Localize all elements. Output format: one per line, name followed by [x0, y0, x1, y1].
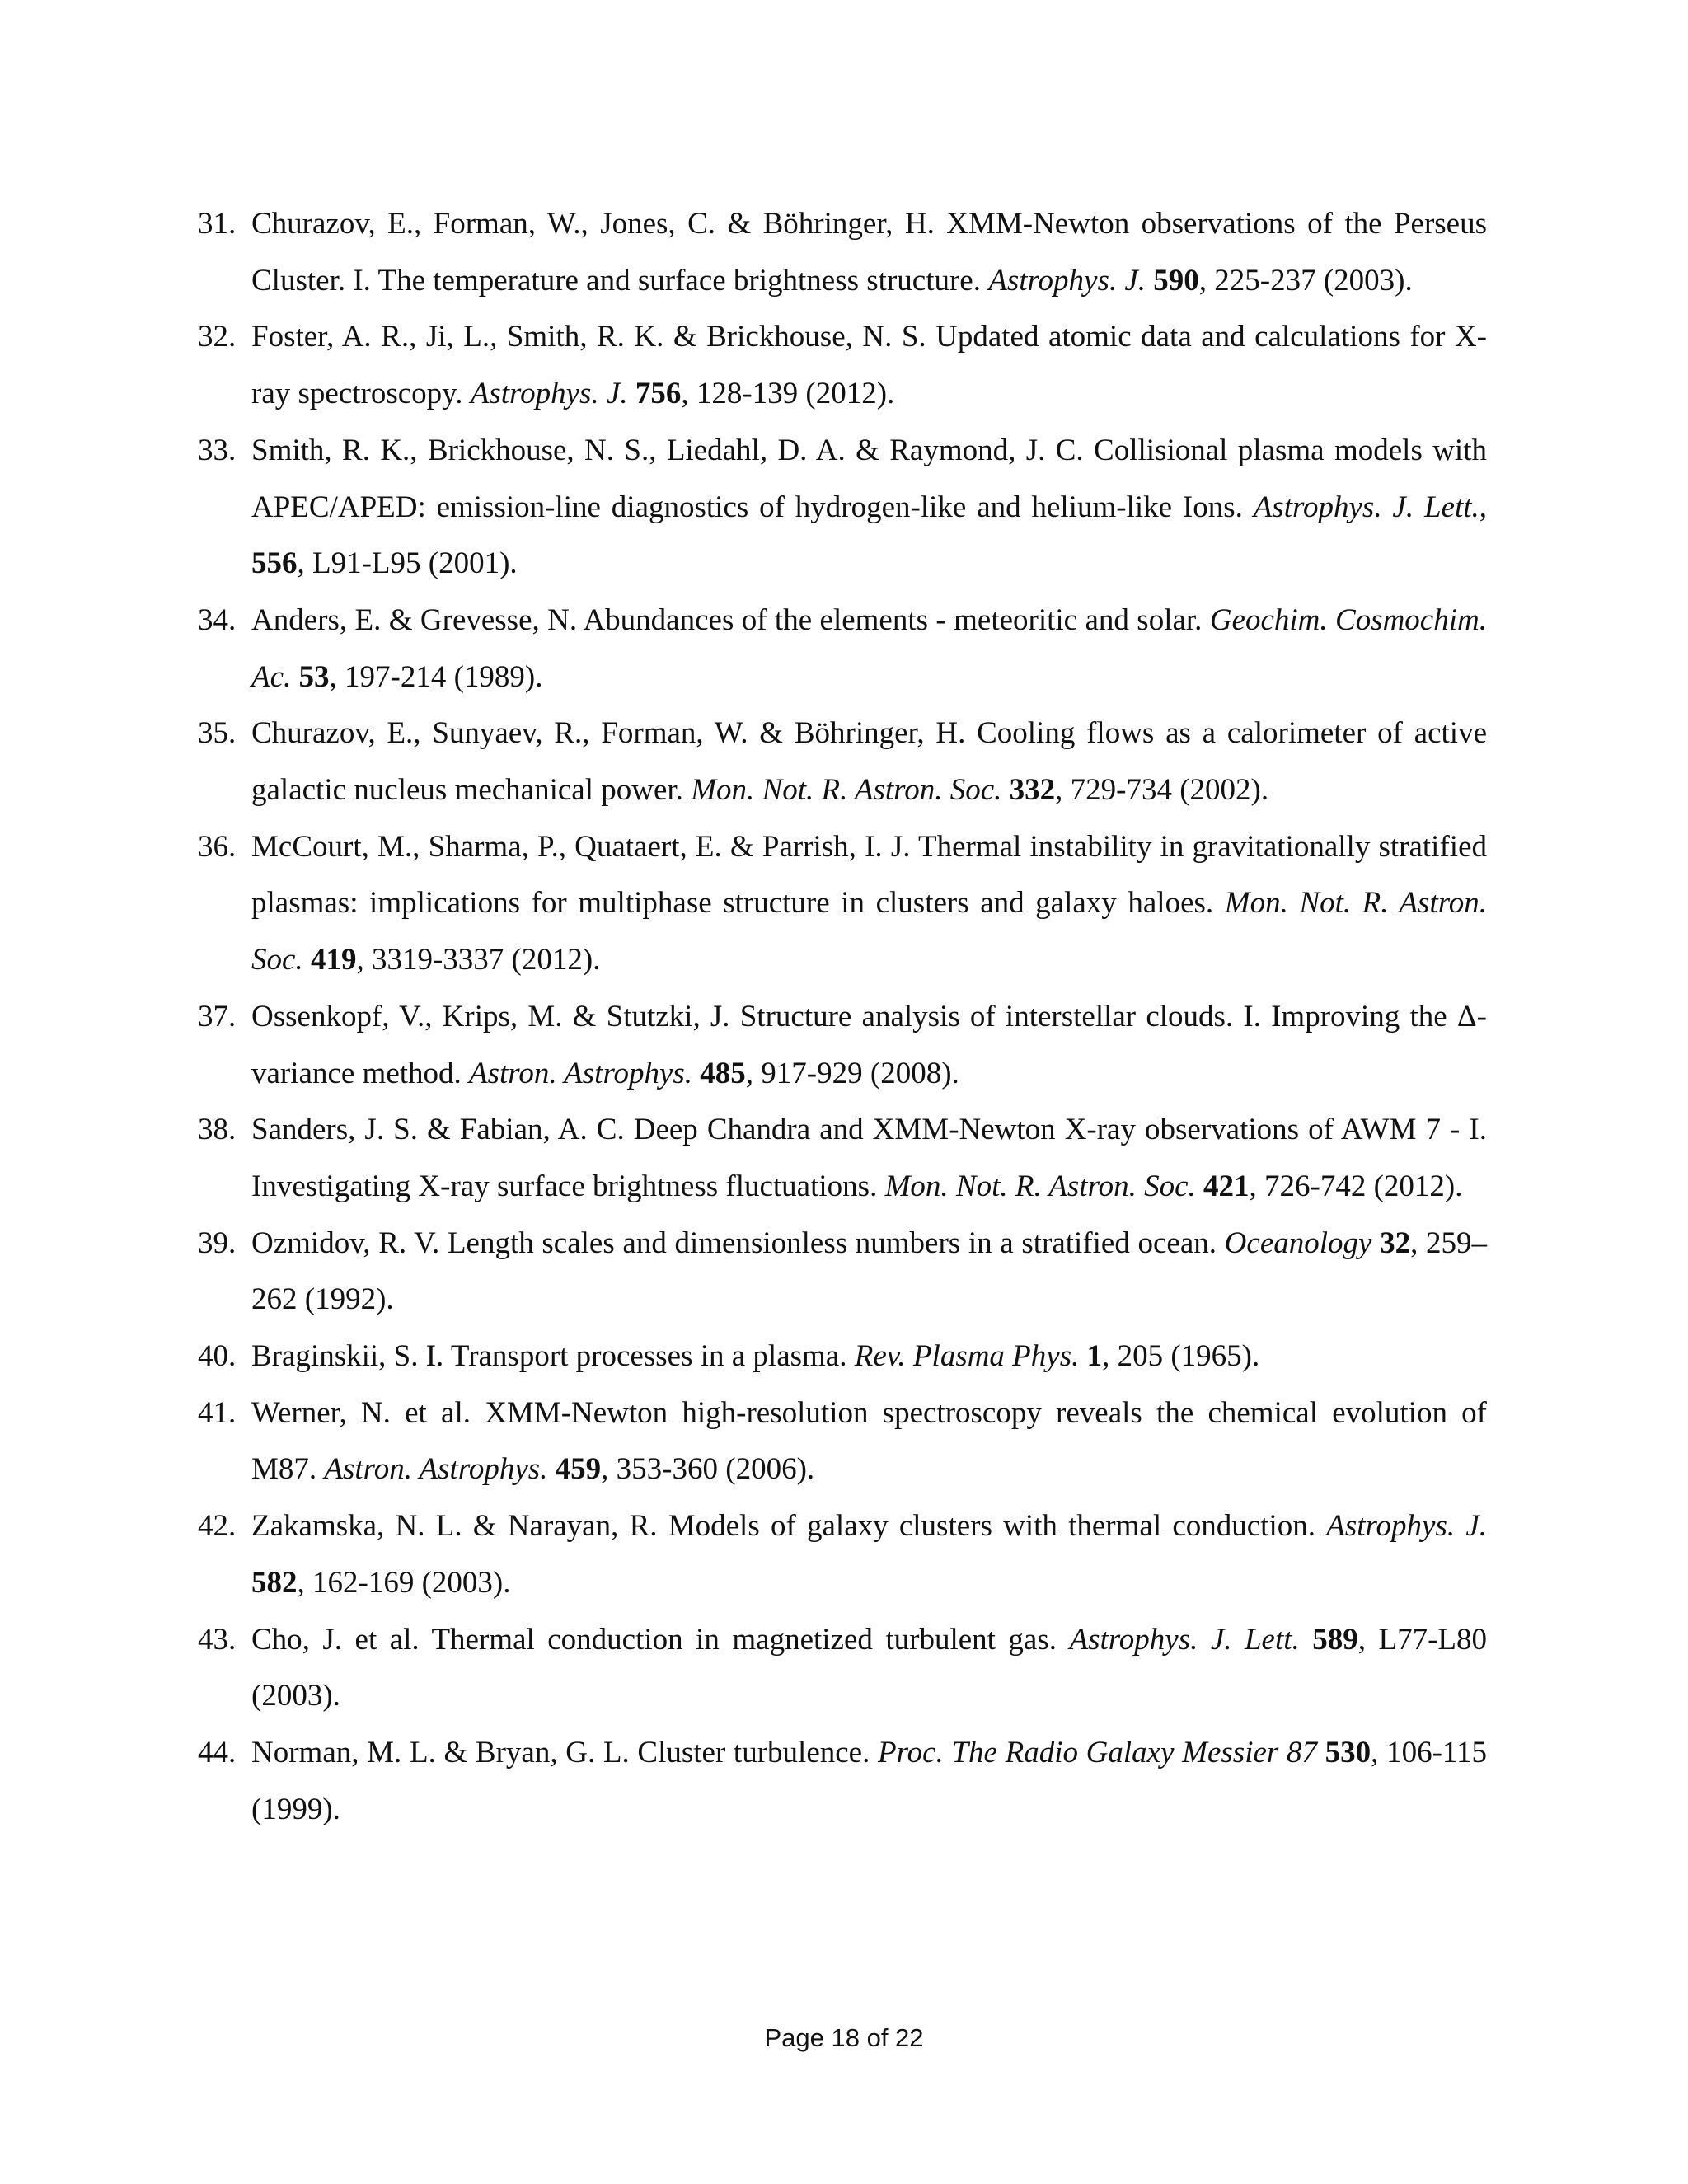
reference-authors-title: Werner, N. et al. XMM-Newton high-resolution spectroscopy reveals the chemical evolution of M87.	[251, 1395, 1487, 1487]
reference-authors-title: Ozmidov, R. V. Length scales and dimensionless numbers in a stratified ocean.	[251, 1226, 1225, 1260]
reference-volume: 421	[1203, 1169, 1250, 1203]
reference-pages-year: , L77-L80 (2003).	[251, 1622, 1488, 1713]
reference-pages-year: , 106-115 (1999).	[251, 1735, 1488, 1826]
reference-volume: 332	[1009, 773, 1056, 808]
reference-pages-year: , 225-237 (2003).	[1198, 263, 1413, 298]
reference-item	[198, 705, 1487, 818]
reference-authors-title: Foster, A. R., Ji, L., Smith, R. K. & Brickhouse, N. S. Updated atomic data and calculations for X-ray spectroscopy.	[251, 320, 1487, 411]
reference-item	[198, 1612, 1487, 1725]
reference-separator	[628, 377, 635, 410]
reference-item	[198, 1498, 1487, 1611]
reference-authors-title: Braginskii, S. I. Transport processes in a plasma.	[251, 1339, 855, 1374]
reference-item	[198, 423, 1487, 593]
reference-volume: 589	[1312, 1622, 1358, 1657]
reference-number: 31.	[198, 207, 237, 241]
reference-pages-year: , 3319-3337 (2012).	[356, 943, 601, 977]
reference-volume: 485	[700, 1056, 746, 1090]
reference-journal: Rev. Plasma Phys.	[854, 1339, 1080, 1374]
reference-pages-year: , 353-360 (2006).	[601, 1452, 815, 1487]
reference-volume: 459	[555, 1452, 602, 1487]
reference-volume: 419	[310, 943, 357, 977]
reference-separator	[303, 943, 311, 977]
reference-authors-title: Smith, R. K., Brickhouse, N. S., Liedahl, D. A. & Raymond, J. C. Collisional plasma models with APEC/APED: emission-line diagnostics of hydrogen-like and helium-like Ions.	[251, 433, 1487, 524]
reference-item	[198, 1329, 1487, 1385]
reference-item	[198, 1385, 1487, 1498]
reference-separator	[1079, 1339, 1086, 1373]
reference-volume: 582	[251, 1565, 298, 1600]
reference-separator	[291, 660, 298, 694]
reference-volume: 590	[1153, 263, 1199, 298]
reference-pages-year: , 197-214 (1989).	[329, 659, 543, 694]
reference-journal: Mon. Not. R. Astron. Soc.	[691, 773, 1002, 808]
reference-number: 41.	[198, 1395, 237, 1430]
reference-pages-year: , 917-929 (2008).	[745, 1056, 959, 1090]
reference-authors-title: McCourt, M., Sharma, P., Quataert, E. & Parrish, I. J. Thermal instability in gravitationally stratified plasmas: implications for multiphase structure in clusters and galaxy haloes.	[251, 829, 1487, 921]
reference-volume: 53	[298, 659, 330, 694]
reference-authors-title: Sanders, J. S. & Fabian, A. C. Deep Chandra and XMM-Newton X-ray observations of AWM 7 - I. Investigating X-ray surface brightness fluctuations.	[251, 1113, 1487, 1203]
reference-number: 39.	[198, 1226, 237, 1260]
page-number-footer: Page 18 of 22	[764, 2023, 924, 2052]
reference-pages-year: , 726-742 (2012).	[1249, 1169, 1463, 1203]
reference-separator	[1001, 773, 1009, 807]
reference-number: 33.	[198, 433, 237, 467]
reference-number: 43.	[198, 1622, 237, 1657]
reference-number: 38.	[198, 1113, 237, 1147]
reference-pages-year: , 729-734 (2002).	[1055, 773, 1269, 808]
reference-journal: Mon. Not. R. Astron. Soc.	[251, 886, 1487, 977]
reference-number: 37.	[198, 999, 237, 1033]
reference-number: 36.	[198, 829, 237, 864]
reference-number: 44.	[198, 1735, 237, 1769]
reference-separator: ,	[1479, 490, 1488, 524]
reference-journal: Astron. Astrophys.	[324, 1452, 548, 1487]
reference-authors-title: Norman, M. L. & Bryan, G. L. Cluster turbulence.	[251, 1735, 878, 1769]
reference-journal: Geochim. Cosmochim. Ac.	[251, 602, 1487, 694]
reference-item	[198, 309, 1487, 422]
reference-number: 32.	[198, 320, 237, 354]
reference-authors-title: Ossenkopf, V., Krips, M. & Stutzki, J. Structure analysis of interstellar clouds. I. Improving the Δ-variance method.	[251, 999, 1487, 1090]
reference-volume: 530	[1325, 1735, 1372, 1769]
reference-number: 34.	[198, 602, 237, 637]
reference-item	[198, 593, 1487, 705]
reference-number: 35.	[198, 716, 237, 751]
reference-authors-title: Churazov, E., Forman, W., Jones, C. & Böhringer, H. XMM-Newton observations of the Perseus Cluster. I. The temperature and surface brightness structure.	[251, 207, 1487, 298]
reference-journal: Astrophys. J. Lett.	[1069, 1622, 1300, 1657]
reference-journal: Mon. Not. R. Astron. Soc.	[884, 1169, 1196, 1203]
reference-journal: Oceanology	[1224, 1226, 1372, 1260]
reference-pages-year: , L91-L95 (2001).	[297, 546, 518, 581]
reference-item	[198, 1216, 1487, 1329]
reference-journal: Astron. Astrophys.	[469, 1056, 693, 1090]
reference-number: 42.	[198, 1509, 237, 1544]
reference-separator	[1300, 1623, 1312, 1657]
reference-list	[198, 196, 1487, 1838]
reference-separator	[1317, 1736, 1325, 1769]
reference-authors-title: Churazov, E., Sunyaev, R., Forman, W. & Böhringer, H. Cooling flows as a calorimeter of active galactic nucleus mechanical power.	[251, 716, 1487, 808]
reference-pages-year: , 162-169 (2003).	[297, 1565, 511, 1600]
reference-item	[198, 819, 1487, 989]
reference-separator	[1196, 1169, 1203, 1203]
reference-volume: 32	[1380, 1226, 1411, 1260]
reference-authors-title: Anders, E. & Grevesse, N. Abundances of the elements - meteoritic and solar.	[251, 602, 1210, 637]
reference-separator	[1372, 1226, 1380, 1260]
reference-volume: 1	[1086, 1339, 1103, 1374]
reference-pages-year: , 205 (1965).	[1102, 1339, 1260, 1374]
reference-authors-title: Cho, J. et al. Thermal conduction in magnetized turbulent gas.	[251, 1622, 1070, 1657]
reference-separator	[1146, 264, 1153, 298]
reference-journal: Astrophys. J.	[1326, 1509, 1487, 1544]
reference-item	[198, 1725, 1487, 1838]
reference-pages-year: , 128-139 (2012).	[681, 377, 895, 411]
reference-journal: Astrophys. J. Lett.	[1253, 490, 1479, 524]
reference-item	[198, 1102, 1487, 1215]
reference-pages-year: , 259–262 (1992).	[251, 1226, 1488, 1317]
reference-item	[198, 196, 1487, 309]
reference-journal: Proc. The Radio Galaxy Messier 87	[878, 1735, 1317, 1769]
reference-volume: 756	[635, 377, 682, 411]
reference-separator	[692, 1057, 700, 1090]
reference-journal: Astrophys. J.	[988, 263, 1146, 298]
reference-number: 40.	[198, 1339, 237, 1374]
reference-journal: Astrophys. J.	[470, 377, 628, 411]
reference-authors-title: Zakamska, N. L. & Narayan, R. Models of galaxy clusters with thermal conduction.	[251, 1509, 1327, 1544]
reference-volume: 556	[251, 546, 298, 581]
reference-item	[198, 989, 1487, 1102]
reference-separator	[547, 1452, 555, 1486]
